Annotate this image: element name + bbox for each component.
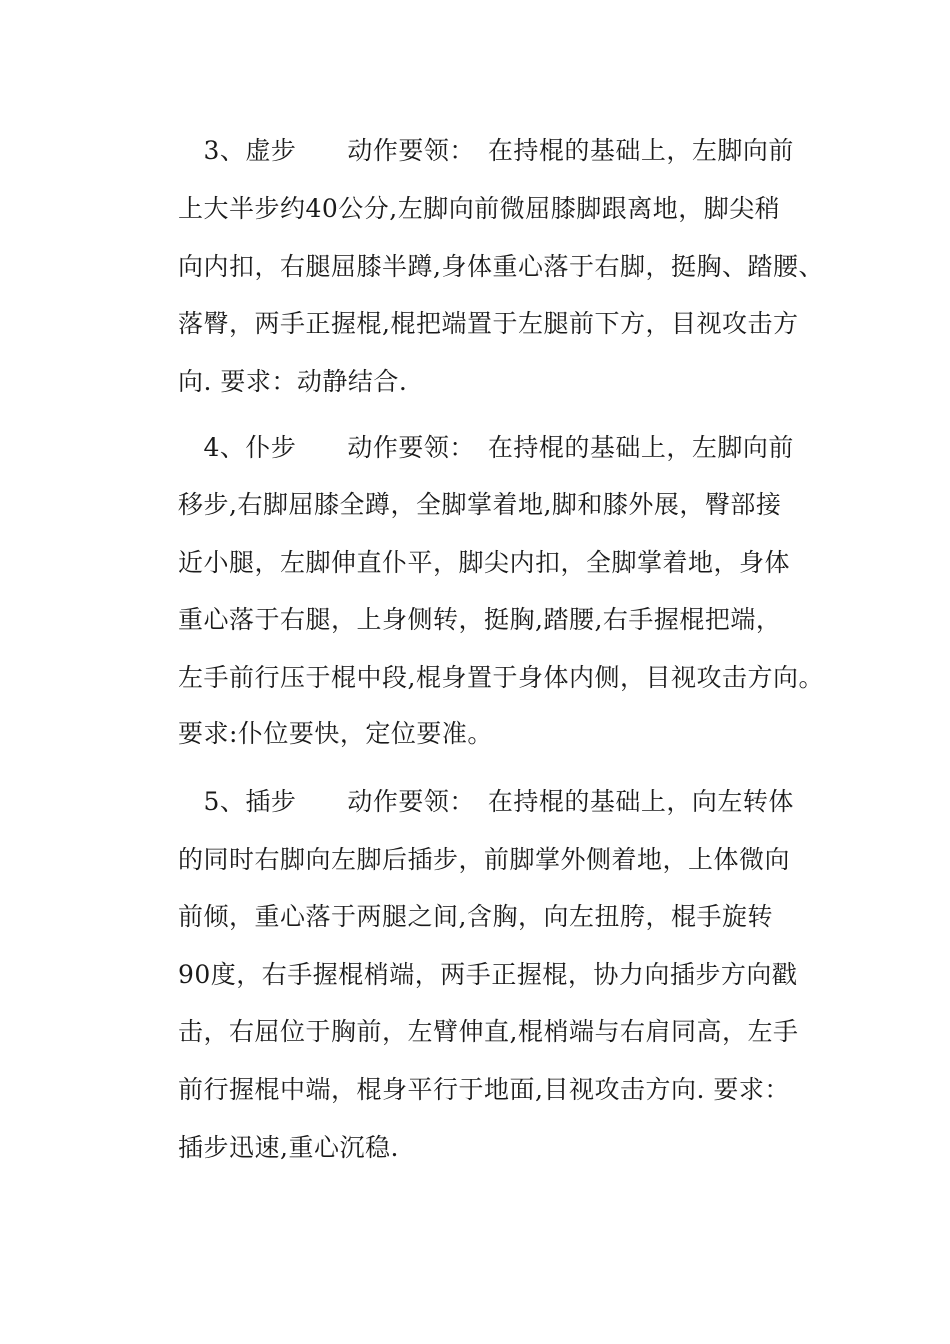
- text-line: 插步迅速,重心沉稳.: [178, 1133, 399, 1162]
- text-line: 5、插步 动作要领： 在持棍的基础上，向左转体: [178, 787, 794, 816]
- text-line: 上大半步约40公分,左脚向前微屈膝脚跟离地，脚尖稍: [178, 194, 781, 223]
- text-line: 左手前行压于棍中段,棍身置于身体内侧，目视攻击方向。: [178, 663, 824, 692]
- text-line: 前行握棍中端，棍身平行于地面,目视攻击方向. 要求：: [178, 1075, 790, 1104]
- text-line: 落臀，两手正握棍,棍把端置于左腿前下方，目视攻击方: [178, 309, 799, 338]
- text-line: 近小腿，左脚伸直仆平，脚尖内扣，全脚掌着地，身体: [178, 548, 791, 577]
- text-line: 前倾，重心落于两腿之间,含胸，向左扭胯，棍手旋转: [178, 902, 773, 931]
- text-line: 3、虚步 动作要领： 在持棍的基础上，左脚向前: [178, 136, 794, 165]
- text-line: 重心落于右腿，上身侧转，挺胸,踏腰,右手握棍把端，: [178, 605, 782, 634]
- text-line: 要求:仆位要快，定位要准。: [178, 719, 493, 748]
- text-line: 移步,右脚屈膝全蹲，全脚掌着地,脚和膝外展，臀部接: [178, 490, 782, 519]
- text-line: 向内扣，右腿屈膝半蹲,身体重心落于右脚，挺胸、踏腰、: [178, 252, 824, 281]
- text-line: 的同时右脚向左脚后插步，前脚掌外侧着地，上体微向: [178, 845, 791, 874]
- text-line: 90度，右手握棍梢端，两手正握棍，协力向插步方向戳: [178, 960, 798, 989]
- text-line: 击，右屈位于胸前，左臂伸直,棍梢端与右肩同高，左手: [178, 1017, 799, 1046]
- text-line: 向. 要求：动静结合.: [178, 367, 408, 396]
- text-line: 4、仆步 动作要领： 在持棍的基础上，左脚向前: [178, 433, 794, 462]
